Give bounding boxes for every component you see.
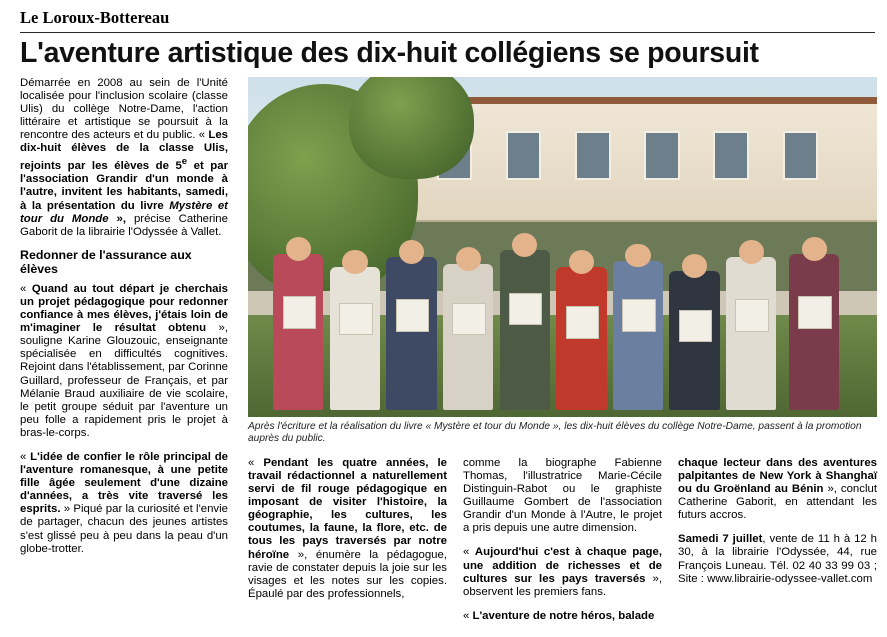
photo-tree xyxy=(349,77,475,179)
left-paragraph-3 xyxy=(20,451,228,556)
photo-book xyxy=(622,299,655,332)
photo-person xyxy=(330,267,380,410)
photo-person-head xyxy=(569,250,594,274)
photo-person-head xyxy=(286,237,311,261)
photo-person xyxy=(726,257,776,410)
col2-quote-open-2: « xyxy=(463,609,473,622)
intro-text-end: précise Catherine Gaborit de la librairie l'Odyssée à Vallet. xyxy=(20,212,228,238)
quote-bold-3: L'idée de confier le rôle principal de l'aventure romanesque, à une petite fille âgée seulement d'une dizaine d'années, a très vite traversé les esprits. xyxy=(20,450,229,516)
photo-book xyxy=(396,299,429,332)
intro-paragraph xyxy=(20,77,228,239)
col3-quote-end: », conclut Catherine Gaborit, en attendant les futurs accros. xyxy=(678,483,877,522)
col2-quote-bold: Aujourd'hui c'est à chaque page, une addition de richesses et de cultures sur les pays traversés xyxy=(463,546,663,585)
photo-person-head xyxy=(802,237,827,261)
quote-end-3: » Piqué par la curiosité et l'envie de partager, chacun des jeunes artistes s'est glissé peu à peu dans la peau d'un globe-trotter. xyxy=(20,503,228,555)
intro-quote-bold-1: Les dix-huit élèves de la classe Ulis, rejoints par les élèves de 5 xyxy=(20,129,228,173)
intro-text-start: Démarrée en 2008 au sein de l'Unité localisée pour l'inclusion scolaire (classe Ulis) du collège Notre-Dame, l'action littéraire et artistique se poursuit à la rencontre des acteurs et du public. « xyxy=(20,76,228,142)
kicker-rule xyxy=(20,32,875,33)
photo-person-head xyxy=(342,250,367,274)
col3-paragraph-1 xyxy=(678,457,877,522)
quote-end-2: », souligne Karine Glouzouic, enseignante spécialisée en difficultés cognitives. Rejoint dans l'établissement, par Corinne Guillard, professeur de Français, et par Mélanie Braud auxiliaire de vie scolaire, le petit groupe séduit par l'aventure un peu folle a rapidement pris le projet à bras-le-corps. xyxy=(20,322,228,439)
col1-paragraph xyxy=(248,457,447,601)
quote-open-2: « xyxy=(20,282,32,295)
photo-person-head xyxy=(739,240,764,264)
intro-quote-sup: e xyxy=(181,156,188,168)
column-3 xyxy=(678,457,877,623)
column-2 xyxy=(463,457,662,623)
page-title: L'aventure artistique des dix-huit collégiens se poursuit xyxy=(20,37,759,69)
col2-paragraph-2 xyxy=(463,546,662,598)
intro-quote-bold-3: », xyxy=(108,212,127,225)
photo-caption: Après l'écriture et la réalisation du livre « Mystère et tour du Monde », les dix-huit élèves du collège Notre-Dame, passent à la promotion auprès du public. xyxy=(248,420,862,444)
left-paragraph-2 xyxy=(20,283,228,440)
col3-paragraph-2 xyxy=(678,533,877,585)
photo-book xyxy=(798,296,831,329)
intro-quote-bold-2: et par l'association Grandir d'un monde à l'autre, invitent les habitants, samedi, à la présentation du livre xyxy=(20,160,228,212)
photo-window xyxy=(713,131,748,179)
col2-paragraph-1: comme la biographe Fabienne Thomas, l'illustratrice Marie-Cécile Distinguin-Rabot ou le graphiste Guillaume Gombert de l'association Grandir d'un Monde à l'Autre, le projet a pris depuis une autre dimension. xyxy=(463,456,662,535)
quote-bold-2: Quand au tout départ je cherchais un projet pédagogique pour redonner confiance à mes élèves, j'étais loin de m'imaginer le résultat obtenu xyxy=(20,282,229,335)
intro-quote-bold xyxy=(20,129,228,224)
col2-quote-open: « xyxy=(463,546,475,559)
photo-person xyxy=(613,261,663,411)
photo-book xyxy=(566,306,599,339)
intro-column xyxy=(20,77,228,556)
photo-person-head xyxy=(625,244,650,268)
photo-window xyxy=(575,131,610,179)
col1-quote-bold: Pendant les quatre années, le travail rédactionnel a naturellement servi de fil rouge pédagogique en imposant de visiter l'histoire, la géographie, les cultures, les coutumes, la faune, la flore, etc. de tous les pays traversés par notre héroïne xyxy=(248,456,447,561)
photo-book xyxy=(679,310,712,343)
col2-quote-bold-2: L'aventure de notre héros, balade xyxy=(472,609,655,622)
photo-person xyxy=(789,254,839,410)
event-details: , vente de 11 h à 12 h 30, à la librairie l'Odyssée, 44, rue François Luneau. Tél. 02 40 33 99 03 ; Site : www.librairie-odyssee-vallet.com xyxy=(678,533,877,585)
photo-person xyxy=(500,250,550,410)
photo-window xyxy=(506,131,541,179)
col1-quote-open: « xyxy=(248,456,264,469)
event-date: Samedi 7 juillet xyxy=(678,533,763,546)
photo-book xyxy=(339,303,372,336)
photo-book xyxy=(452,303,485,336)
section-kicker: Le Loroux-Bottereau xyxy=(20,8,170,27)
col3-quote-bold: chaque lecteur dans des aventures palpitantes de New York à Shanghaï ou du Groënland au Bénin xyxy=(678,456,877,496)
photo-block xyxy=(248,77,877,444)
photo-book xyxy=(509,293,542,326)
subheading: Redonner de l'assurance aux élèves xyxy=(20,247,192,276)
bottom-columns xyxy=(248,457,877,623)
photo-book xyxy=(283,296,316,329)
col1-quote-end: », énumère la pédagogue, ravie de constater depuis la joie sur les visages et les notes sur les copies. Épaulé par des professionnels, xyxy=(248,548,447,600)
photo-person xyxy=(273,254,323,410)
photo-window xyxy=(783,131,818,179)
group-photo xyxy=(248,77,877,417)
book-title: Mystère et tour du Monde xyxy=(20,199,228,225)
photo-person xyxy=(443,264,493,410)
quote-open-3: « xyxy=(20,450,31,463)
photo-person-head xyxy=(682,254,707,278)
photo-book xyxy=(735,299,768,332)
column-1 xyxy=(248,457,447,623)
photo-person-head xyxy=(399,240,424,264)
col2-quote-end: », observent les premiers fans. xyxy=(463,572,662,598)
photo-person-head xyxy=(456,247,481,271)
photo-window xyxy=(644,131,679,179)
photo-person xyxy=(386,257,436,410)
col2-paragraph-3 xyxy=(463,610,662,623)
